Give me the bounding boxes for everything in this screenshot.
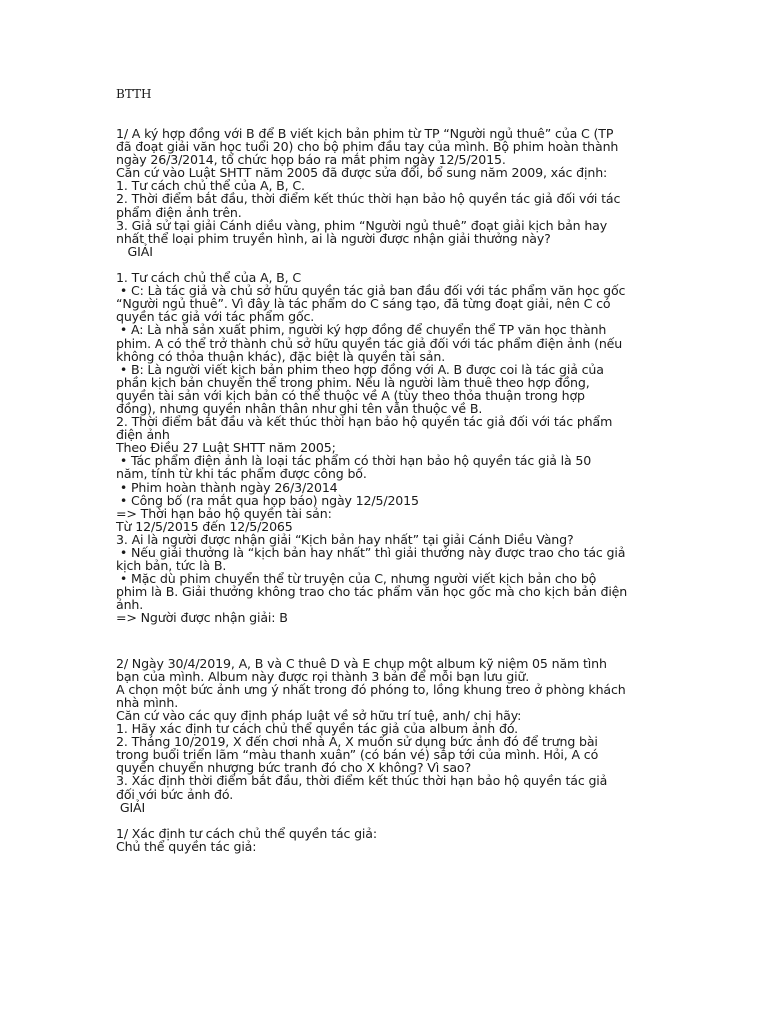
text-line: • Phim hoàn thành ngày 26/3/2014	[116, 479, 338, 495]
text-line: “Người ngủ thuê”. Vì đây là tác phẩm do C sáng tạo, đã từng đoạt giải, nên C có	[116, 296, 611, 312]
text-line: điện ảnh	[116, 427, 170, 443]
text-line: Theo Điều 27 Luật SHTT năm 2005;	[116, 440, 336, 456]
question-2-block	[116, 657, 656, 853]
text-line: • A: Là nhà sản xuất phim, người ký hợp đồng để chuyển thể TP văn học thành	[116, 322, 607, 338]
spacer	[116, 101, 656, 127]
text-line: ngày 26/3/2014, tổ chức họp báo ra mắt phim ngày 12/5/2015.	[116, 152, 506, 168]
spacer	[116, 625, 656, 657]
text-line: • Mặc dù phim chuyển thể từ truyện của C, nhưng người viết kịch bản cho bộ	[116, 571, 597, 587]
text-line: 2/ Ngày 30/4/2019, A, B và C thuê D và E chụp một album kỹ niệm 05 năm tình	[116, 655, 607, 671]
text-line: quyền tài sản với kịch bản có thể thuộc về A (tùy theo thỏa thuận trong hợp	[116, 387, 585, 403]
text-line: Từ 12/5/2015 đến 12/5/2065	[116, 518, 293, 534]
text-line: • C: Là tác giả và chủ sở hữu quyền tác giả ban đầu đối với tác phẩm văn học gốc	[116, 283, 626, 299]
text-line: Chủ thể quyền tác giả:	[116, 838, 257, 854]
text-line: phần kịch bản chuyển thể trong phim. Nếu là người làm thuê theo hợp đồng,	[116, 374, 590, 390]
text-line: • Tác phẩm điện ảnh là loại tác phẩm có thời hạn bảo hộ quyền tác giả là 50	[116, 453, 592, 469]
text-line: • Nếu giải thưởng là “kịch bản hay nhất” thì giải thưởng này được trao cho tác giả	[116, 545, 626, 560]
question-1-block	[116, 127, 656, 625]
text-line: 1. Tư cách chủ thể của A, B, C	[116, 270, 301, 286]
text-line	[116, 814, 656, 827]
text-line: Căn cứ vào Luật SHTT năm 2005 đã được sửa đổi, bổ sung năm 2009, xác định:	[116, 165, 608, 181]
text-line: => Thời hạn bảo hộ quyền tài sản:	[116, 505, 332, 521]
text-line: GIẢI	[116, 243, 153, 259]
text-line: 2. Thời điểm bắt đầu, thời điểm kết thúc thời hạn bảo hộ quyền tác giả đối với tác	[116, 191, 621, 207]
document-body	[116, 88, 656, 853]
text-line: • B: Là người viết kịch bản phim theo hợp đồng với A. B được coi là tác giả của	[116, 361, 604, 377]
text-line: ảnh.	[116, 597, 144, 613]
text-line: quyền chuyển nhượng bức tranh đó cho X không? Vì sao?	[116, 760, 471, 776]
text-line: A chọn một bức ảnh ưng ý nhất trong đó phóng to, lồng khung treo ở phòng khách	[116, 681, 626, 697]
text-line: không có thỏa thuận khác), đặc biệt là quyền tài sản.	[116, 348, 446, 364]
text-line: năm, tính từ khi tác phẩm được công bố.	[116, 466, 367, 482]
text-line: bạn của mình. Album này được rọi thành 3 bản để mỗi bạn lưu giữ.	[116, 668, 530, 684]
text-line: 2. Tháng 10/2019, X đến chơi nhà A, X muốn sử dụng bức ảnh đó để trưng bài	[116, 734, 598, 750]
text-line: 3. Xác định thời điểm bắt đầu, thời điểm kết thúc thời hạn bảo hộ quyền tác giả	[116, 773, 608, 789]
text-line: phẩm điện ảnh trên.	[116, 204, 242, 220]
text-line: đối với bức ảnh đó.	[116, 786, 234, 802]
text-line: 1/ A ký hợp đồng với B để B viết kịch bản phim từ TP “Người ngủ thuê” của C (TP	[116, 126, 614, 141]
text-line: => Người được nhận giải: B	[116, 610, 288, 626]
text-line: kịch bản, tức là B.	[116, 558, 227, 574]
text-line: 1/ Xác định tư cách chủ thể quyền tác giả:	[116, 825, 377, 841]
text-line: 3. Ai là người được nhận giải “Kịch bản hay nhất” tại giải Cánh Diều Vàng?	[116, 531, 574, 547]
text-line: phim. A có thể trở thành chủ sở hữu quyền tác giả đối với tác phẩm điện ảnh (nếu	[116, 335, 623, 351]
text-line: 2. Thời điểm bắt đầu và kết thúc thời hạn bảo hộ quyền tác giả đối với tác phẩm	[116, 414, 613, 430]
document-title: BTTH	[116, 87, 152, 101]
text-line: nhà mình.	[116, 694, 179, 710]
text-line: nhất thể loại phim truyền hình, ai là người được nhận giải thưởng này?	[116, 230, 551, 246]
text-line: • Công bố (ra mắt qua họp báo) ngày 12/5/2015	[116, 492, 419, 508]
text-line: trong buổi triển lãm “màu thanh xuân” (có bán vé) sắp tới của mình. Hỏi, A có	[116, 747, 599, 763]
text-line: quyền tác giả với tác phẩm gốc.	[116, 309, 315, 325]
text-line: 1. Tư cách chủ thể của A, B, C.	[116, 178, 305, 194]
text-line: 1. Hãy xác định tư cách chủ thể quyền tác giả của album ảnh đó.	[116, 721, 519, 737]
text-line: đã đoạt giải văn học tuổi 20) cho bộ phim đầu tay của mình. Bộ phim hoàn thành	[116, 139, 619, 155]
text-line: Căn cứ vào các quy định pháp luật về sở hữu trí tuệ, anh/ chị hãy:	[116, 707, 522, 723]
text-line: 3. Giả sử tại giải Cánh diều vàng, phim “Người ngủ thuê” đoạt giải kịch bản hay	[116, 217, 608, 233]
text-line: đồng), nhưng quyền nhân thân như ghi tên vẫn thuộc về B.	[116, 400, 483, 416]
text-line: phim là B. Giải thưởng không trao cho tác phẩm văn học gốc mà cho kịch bản điện	[116, 584, 628, 600]
text-line: GIẢI	[116, 799, 146, 815]
